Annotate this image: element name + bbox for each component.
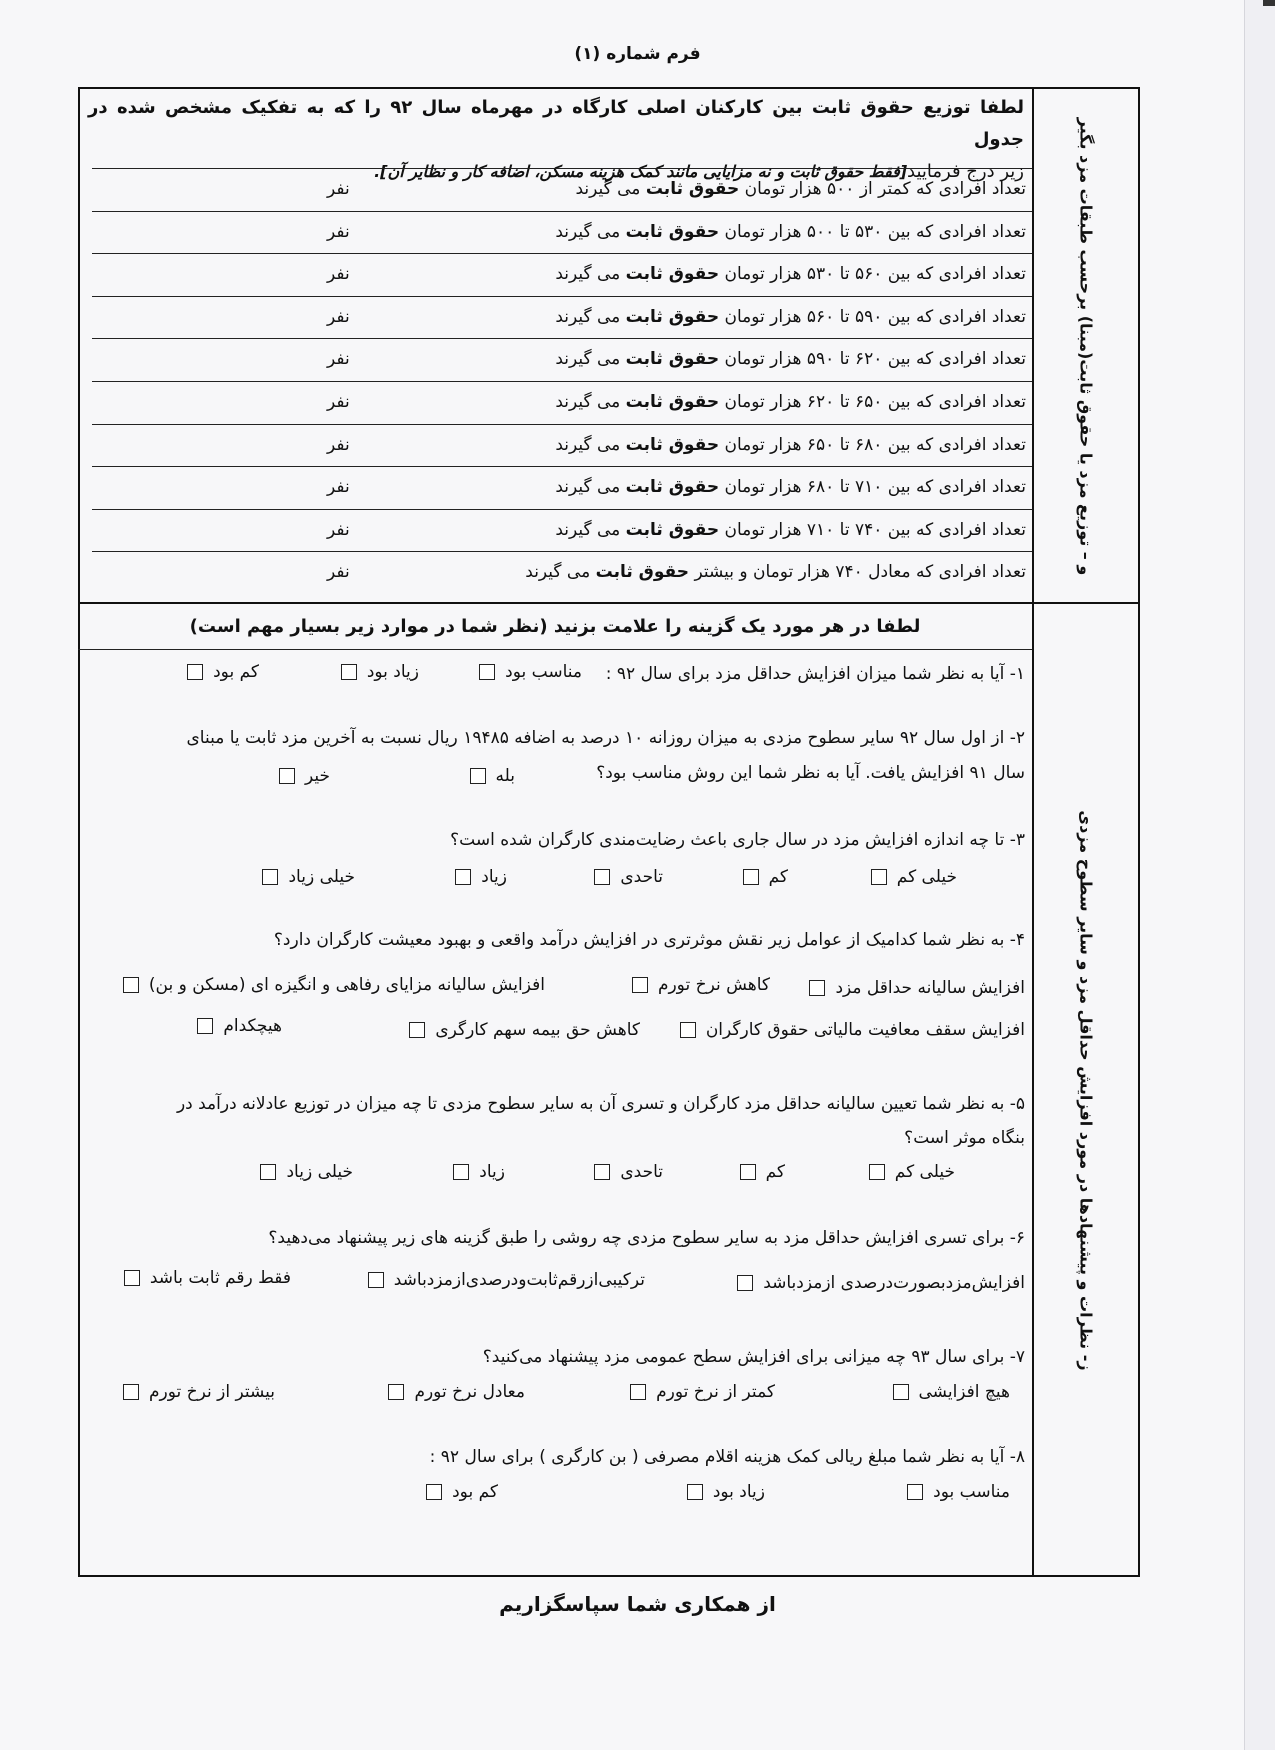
checkbox[interactable] <box>279 768 295 784</box>
checkbox[interactable] <box>743 869 759 885</box>
intro-line-2: زیر درج فرمایید[فقط حقوق ثابت و نه مزایایی مانند کمک هزینه مسکن، اضافه کار و نظایر آن]. <box>374 161 1024 182</box>
salary-row-unit[interactable]: نفر <box>327 519 350 540</box>
q1-option-2[interactable]: زیاد بود <box>341 662 419 682</box>
q3-option-4[interactable]: زیاد <box>455 867 507 887</box>
intro-line-1: لطفا توزیع حقوق ثابت بین کارکنان اصلی کارگاه در مهرماه سال ۹۲ را که به تفکیک مشخص شده در جدول <box>88 97 1024 150</box>
q7-option-3[interactable]: معادل نرخ تورم <box>388 1382 525 1402</box>
salary-row-label: تعداد افرادی که بین ۵۹۰ تا ۵۶۰ هزار تومان حقوق ثابت می گیرند <box>555 306 1026 327</box>
checkbox[interactable] <box>687 1484 703 1500</box>
salary-row-unit[interactable]: نفر <box>327 306 350 327</box>
q5-option-1[interactable]: خیلی کم <box>869 1162 955 1182</box>
checkbox[interactable] <box>737 1275 753 1291</box>
q2-option-no[interactable]: خیر <box>279 766 330 786</box>
checkbox[interactable] <box>262 869 278 885</box>
q8-option-3[interactable]: کم بود <box>426 1482 498 1502</box>
checkbox[interactable] <box>124 1270 140 1286</box>
salary-row-label: تعداد افرادی که بین ۷۱۰ تا ۶۸۰ هزار تومان حقوق ثابت می گیرند <box>555 477 1026 498</box>
section-b-side-label: ز- نظرات و پیشنهادها در مورد افزایش حداقل مزد و سایر سطوح مزدی <box>1076 809 1096 1371</box>
salary-row-unit[interactable]: نفر <box>327 562 350 583</box>
checkbox[interactable] <box>123 977 139 993</box>
checkbox[interactable] <box>368 1272 384 1288</box>
form-title: فرم شماره (۱) <box>574 44 701 64</box>
section-b-header: لطفا در هر مورد یک گزینه را علامت بزنید (نظر شما در موارد زیر بسیار مهم است) <box>78 605 1032 650</box>
salary-row-unit[interactable]: نفر <box>327 221 350 242</box>
salary-row-unit[interactable]: نفر <box>327 434 350 455</box>
checkbox[interactable] <box>123 1384 139 1400</box>
salary-row-label: تعداد افرادی که بین ۷۴۰ تا ۷۱۰ هزار تومان حقوق ثابت می گیرند <box>555 519 1026 540</box>
salary-row-unit[interactable]: نفر <box>327 349 350 370</box>
q1-text: ۱- آیا به نظر شما میزان افزایش حداقل مزد برای سال ۹۲ : <box>605 664 1025 684</box>
salary-row-label: تعداد افرادی که بین ۵۳۰ تا ۵۰۰ هزار تومان حقوق ثابت می گیرند <box>555 221 1026 242</box>
salary-row-label: تعداد افرادی که کمتر از ۵۰۰ هزار تومان حقوق ثابت می گیرند <box>575 179 1026 199</box>
checkbox[interactable] <box>869 1164 885 1180</box>
q2-option-yes[interactable]: بله <box>470 766 515 786</box>
salary-row <box>92 168 1032 211</box>
q3-option-5[interactable]: خیلی زیاد <box>262 867 355 887</box>
q7-text: ۷- برای سال ۹۳ چه میزانی برای افزایش سطح عمومی مزد پیشنهاد می‌کنید؟ <box>482 1347 1025 1367</box>
checkbox[interactable] <box>187 664 203 680</box>
q2-line-2: سال ۹۱ افزایش یافت. آیا به نظر شما این روش مناسب بود؟ <box>596 763 1025 783</box>
checkbox[interactable] <box>479 664 495 680</box>
salary-row-unit[interactable]: نفر <box>327 477 350 498</box>
checkbox[interactable] <box>426 1484 442 1500</box>
checkbox[interactable] <box>594 869 610 885</box>
q8-option-1[interactable]: مناسب بود <box>907 1482 1010 1502</box>
q7-option-2[interactable]: کمتر از نرخ تورم <box>630 1382 775 1402</box>
salary-table <box>92 168 1032 594</box>
q8-option-2[interactable]: زیاد بود <box>687 1482 765 1502</box>
q2-line-1: ۲- از اول سال ۹۲ سایر سطوح مزدی به میزان روزانه ۱۰ درصد به اضافه ۱۹۴۸۵ ریال نسبت به آخرین مزد ثابت یا مبنای <box>186 728 1025 748</box>
q4-option-5[interactable]: کاهش حق بیمه سهم کارگری <box>409 1020 640 1040</box>
section-divider <box>78 602 1140 604</box>
checkbox[interactable] <box>341 664 357 680</box>
salary-row <box>92 253 1032 296</box>
q3-option-3[interactable]: تاحدی <box>594 867 663 887</box>
q5-option-4[interactable]: زیاد <box>453 1162 505 1182</box>
salary-row-label: تعداد افرادی که بین ۶۵۰ تا ۶۲۰ هزار تومان حقوق ثابت می گیرند <box>555 391 1026 412</box>
salary-row <box>92 509 1032 552</box>
checkbox[interactable] <box>809 980 825 996</box>
checkbox[interactable] <box>260 1164 276 1180</box>
salary-row-label: تعداد افرادی که بین ۵۶۰ تا ۵۳۰ هزار تومان حقوق ثابت می گیرند <box>555 264 1026 285</box>
checkbox[interactable] <box>893 1384 909 1400</box>
q4-option-3[interactable]: افزایش سالیانه مزایای رفاهی و انگیزه ای (مسکن و بن) <box>123 975 545 995</box>
salary-row-label: تعداد افرادی که معادل ۷۴۰ هزار تومان و بیشتر حقوق ثابت می گیرند <box>525 562 1026 583</box>
q3-option-2[interactable]: کم <box>743 867 788 887</box>
q4-text: ۴- به نظر شما کدامیک از عوامل زیر نقش موثرتری در افزایش درآمد واقعی و بهبود معیشت کارگران دارد؟ <box>273 930 1025 950</box>
checkbox[interactable] <box>594 1164 610 1180</box>
checkbox[interactable] <box>632 977 648 993</box>
salary-row-unit[interactable]: نفر <box>327 179 350 199</box>
q6-option-3[interactable]: فقط رقم ثابت باشد <box>124 1268 291 1288</box>
q7-option-1[interactable]: هیچ افزایشی <box>893 1382 1011 1402</box>
q4-option-4[interactable]: افزایش سقف معافیت مالیاتی حقوق کارگران <box>680 1020 1025 1040</box>
salary-row <box>92 551 1032 594</box>
edge-mark <box>1263 0 1275 6</box>
checkbox[interactable] <box>455 869 471 885</box>
page-edge <box>1244 0 1275 1750</box>
q6-option-2[interactable]: ترکیبی‌ازرقم‌ثابت‌ودرصدی‌ازمزدباشد <box>368 1270 645 1290</box>
salary-row-label: تعداد افرادی که بین ۶۲۰ تا ۵۹۰ هزار تومان حقوق ثابت می گیرند <box>555 349 1026 370</box>
checkbox[interactable] <box>907 1484 923 1500</box>
q3-option-1[interactable]: خیلی کم <box>871 867 957 887</box>
thank-you-footer: از همکاری شما سپاسگزاریم <box>499 1592 776 1616</box>
q4-option-6[interactable]: هیچکدام <box>197 1016 282 1036</box>
checkbox[interactable] <box>197 1018 213 1034</box>
salary-row-unit[interactable]: نفر <box>327 391 350 412</box>
checkbox[interactable] <box>388 1384 404 1400</box>
q8-text: ۸- آیا به نظر شما مبلغ ریالی کمک هزینه اقلام مصرفی ( بن کارگری ) برای سال ۹۲ : <box>429 1447 1025 1467</box>
salary-row <box>92 211 1032 254</box>
checkbox[interactable] <box>470 768 486 784</box>
q4-option-2[interactable]: کاهش نرخ تورم <box>632 975 770 995</box>
checkbox[interactable] <box>630 1384 646 1400</box>
salary-row <box>92 381 1032 424</box>
salary-row <box>92 466 1032 509</box>
checkbox[interactable] <box>680 1022 696 1038</box>
q4-option-1[interactable]: افزایش سالیانه حداقل مزد <box>809 978 1025 998</box>
q5-option-2[interactable]: کم <box>740 1162 785 1182</box>
checkbox[interactable] <box>409 1022 425 1038</box>
q5-option-5[interactable]: خیلی زیاد <box>260 1162 353 1182</box>
q7-option-4[interactable]: بیشتر از نرخ تورم <box>123 1382 275 1402</box>
q1-option-1[interactable]: مناسب بود <box>479 662 582 682</box>
q5-option-3[interactable]: تاحدی <box>594 1162 663 1182</box>
salary-row <box>92 338 1032 381</box>
checkbox[interactable] <box>871 869 887 885</box>
checkbox[interactable] <box>453 1164 469 1180</box>
q6-option-1[interactable]: افزایش‌مزدبصورت‌درصدی ازمزدباشد <box>737 1273 1025 1293</box>
salary-row-unit[interactable]: نفر <box>327 264 350 285</box>
checkbox[interactable] <box>740 1164 756 1180</box>
q1-option-3[interactable]: کم بود <box>187 662 259 682</box>
q5-line-1: ۵- به نظر شما تعیین سالیانه حداقل مزد کارگران و تسری آن به سایر سطوح مزدی تا چه میزان در توزیع عادلانه درآمد در <box>176 1094 1025 1114</box>
q3-text: ۳- تا چه اندازه افزایش مزد در سال جاری باعث رضایت‌مندی کارگران شده است؟ <box>450 830 1025 850</box>
salary-row <box>92 296 1032 339</box>
q6-text: ۶- برای تسری افزایش حداقل مزد به سایر سطوح مزدی چه روشی را طبق گزینه های زیر پیشنهاد می‌دهید؟ <box>268 1228 1025 1248</box>
q5-line-2: بنگاه موثر است؟ <box>904 1128 1025 1148</box>
salary-row <box>92 424 1032 467</box>
section-a-side-label: و – توزیع مزد یا حقوق ثابت(مبنا) برحسب طبقات مزد بگیر <box>1076 117 1096 575</box>
salary-row-label: تعداد افرادی که بین ۶۸۰ تا ۶۵۰ هزار تومان حقوق ثابت می گیرند <box>555 434 1026 455</box>
